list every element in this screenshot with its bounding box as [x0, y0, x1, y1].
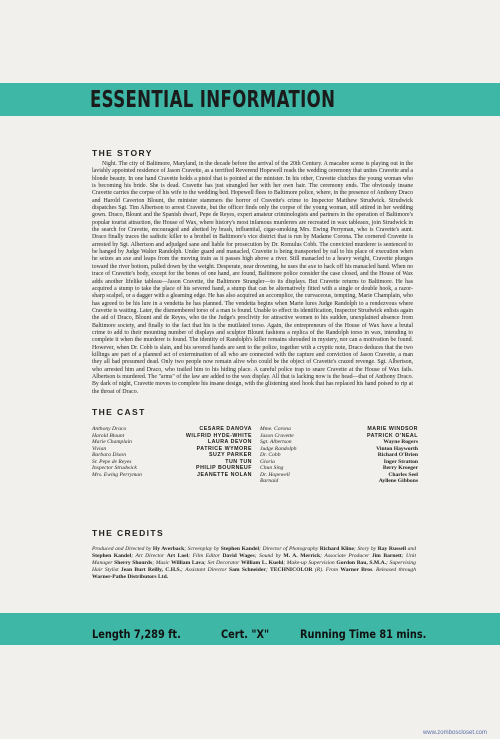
cast-actor: JEANETTE NOLAN	[197, 471, 252, 478]
credit-role: and	[406, 546, 416, 552]
credits-body	[92, 546, 416, 581]
cast-actor: Wayne Rogers	[383, 439, 418, 445]
cast-actor: TUN TUN	[225, 458, 252, 465]
story-heading: THE STORY	[92, 148, 153, 158]
credit-name: Hy Averback	[152, 546, 185, 552]
cast-role: Sr. Pepe de Reyes	[92, 458, 132, 465]
credit-role: ; Screenplay by	[184, 546, 221, 552]
cast-actor: PATRICE WYMORE	[196, 445, 252, 452]
credit-role: ; Make-up Supervision	[283, 560, 337, 566]
cast-role: Inspector Strudwick	[92, 465, 137, 471]
credit-name: Sherry Shourds	[114, 560, 153, 566]
credit-name: Sam Schneider	[228, 567, 266, 573]
credit-role: ; Director of Photography	[259, 546, 320, 552]
credit-role: ; Associate Producer	[320, 553, 372, 559]
credit-role: . Released through	[372, 567, 416, 573]
cast-role: Anthony Draco	[92, 426, 127, 432]
cast-role: Vivian	[92, 445, 107, 452]
credit-role: ; Supervising Hair Stylist	[92, 560, 416, 573]
cast-heading: THE CAST	[92, 407, 146, 417]
page-title: ESSENTIAL INFORMATION	[90, 87, 336, 113]
cast-actor: PHILIP BOURNEUF	[196, 465, 252, 471]
cast-role: Gloria	[260, 458, 275, 465]
running-time: Running Time 81 mins.	[300, 627, 427, 641]
cast-column-right	[260, 426, 418, 485]
cast-actor: SUZY PARKER	[209, 452, 252, 458]
credit-role: ;	[265, 567, 270, 573]
credit-name: TECHNICOLOR	[270, 567, 313, 573]
cast-actor: Charles Seel	[388, 471, 418, 478]
credit-name: Stephen Kandel	[92, 553, 132, 559]
credit-role: ; Sound by	[254, 553, 284, 559]
credit-role: ; Unit Manager	[92, 553, 416, 566]
credit-role: ; Story by	[354, 546, 378, 552]
credit-role: ; Music	[152, 560, 172, 566]
credit-name: M. A. Merrick	[283, 553, 321, 559]
cast-role: Dr. Hopewell	[260, 471, 290, 478]
credit-name: Gordon Bau, S.M.A.	[336, 560, 387, 566]
cast-row	[92, 472, 252, 479]
cast-row	[260, 478, 418, 485]
credit-role: ; Film Editor	[188, 553, 223, 559]
cast-role: Judge Randolph	[260, 445, 297, 452]
credit-name: Ray Russell	[377, 546, 407, 552]
cast-role: Marie Champlain	[92, 439, 132, 445]
cast-actor: PATRICK O'NEAL	[366, 432, 418, 439]
cast-actor: Richard O'Brien	[377, 452, 418, 458]
cast-role: Harold Blount	[92, 432, 125, 439]
story-body	[92, 161, 413, 396]
credit-name: Jean Burt Reilly, C.H.S.	[120, 567, 181, 573]
credit-name: Art Loel	[166, 553, 189, 559]
cast-actor: Inger Stratton	[383, 458, 418, 465]
cast-role: Chun Sing	[260, 465, 284, 471]
credit-name: Stephen Kandel	[220, 546, 259, 552]
watermark: www.zomboscloset.com	[422, 730, 487, 736]
credit-name: Warner-Pathe Distributors Ltd.	[92, 574, 169, 580]
credit-name: Warner Bros	[340, 567, 373, 573]
credit-role: ; Assistant Director	[181, 567, 229, 573]
credit-name: Richard Kline	[319, 546, 355, 552]
cast-role: Jason Cravette	[260, 432, 294, 439]
cast-role: Mrs. Ewing Perryman	[92, 471, 142, 478]
credits-heading: THE CREDITS	[92, 528, 165, 538]
cast-actor: LAURA DEVON	[207, 439, 252, 445]
cast-actor: WILFRID HYDE-WHITE	[185, 432, 252, 439]
credit-name: William L. Kuehl	[241, 560, 284, 566]
credit-role: ; Set Decorator	[204, 560, 242, 566]
cast-actor: Ayllene Gibbons	[378, 478, 418, 484]
credit-name: David Wages	[222, 553, 255, 559]
credit-role: ; Art Director	[131, 553, 167, 559]
cast-role: Barbara Dixon	[92, 452, 127, 458]
story-paragraph: Night. The city of Baltimore, Maryland, in the decade before the arrival of the 20th Century. A macabre scene is playing out in the lavishly appointed residence of Jason Cravette, as a terrified Reverend Hopewell reads the wedding ceremony that unites Cravette and a blonde beauty. In one hand Cravette holds a pistol that is pointed at the minister. In his other, Cravette clutches the young woman who is becoming his bride. She is dead. Cravette has just strangled her with her own hair. The ceremony ends. The obviously insane Cravette carries the corpse of his wife to the wedding bed. Hopewell flees to Baltimore police, where, in the presence of Anthony Draco and Harold Caverton Blount, the minister stammers the horror of Cravette's crime to Inspector Matthew Strudwick. Strudwick dispatches Sgt. Tim Albertson to arrest Cravette, but the officer finds only the corpse of the young woman, still attired in her wedding gown. Draco, Blount and the Spanish dwarf, Pepe de Reyes, expert amateur criminologists and partners in the operation of Baltimore's popular tourist attraction, the House of Wax, where history's most infamous murderers are recreated in wax tableaux, join Strudwick in the search for Cravette, encouraged and abetted by brash, influential, cigar-smoking Mrs. Ewing Perryman, who is Cravette's aunt. Draco finally traces the sadistic killer to a brothel in Baltimore's vice district that is run by Madame Corona. The cornered Cravette is arrested by Sgt. Albertson and adjudged sane and liable for prosecution by Dr. Romulus Cobb. The convicted murderer is sentenced to be hanged by Judge Walter Randolph. Under guard and manacled, Cravette is being transported by rail to his place of execution when he seizes an axe and leaps from the moving train as it passes high above a river. Still manacled to a heavy weight, Cravette plunges toward the river bottom, pulled down by the weight. Desperate, near drowning, he uses the axe to hack off his manacled hand. When no trace of Cravette's body, except for the bones of one hand, are found, Baltimore police consider the case closed, and the House of Wax adds another lifelike tableau—Jason Cravette, the Baltimore Strangler—to its displays. But Cravette returns to Baltimore. He has acquired a stump to take the place of his severed hand, a stump that can be alternatively fitted with a single or double hook, a razor-sharp scalpel, or a dagger with a gleaming edge. He has also acquired an accomplice, the curvaceous, tempting, Marie Champlain, who has agreed to be his lure in a vendetta he has planned. The vendetta begins when Marie lures Judge Randolph to a rendezvous where Cravette is waiting. Later, the dismembered torso of a man is found. Unable to effect its identification, Inspector Strudwick enlists again the aid of Draco, Blount and de Reyes, who tie the Judge's proclivity for attractive women to his sudden, unexplained absence from Baltimore society, and finally to the fact that his is the mutilated torso. Again, the entrepreneurs of the House of Wax have a brutal crime to add to their mounting number of displays and sculptor Blount fashions a replica of the Randolph torso in wax, intending to complete it when the murderer is found. The identity of Randolph's killer remains shrouded in mystery, nor can a motivation be found. However, when Dr. Cobb is slain, and his severed hands are sent to the police, together with a cryptic note, Draco deduces that the two killings are part of a planned act of extermination of all who are connected with the capture and conviction of Jason Cravette, a man they all had presumed dead. Only two people now remain alive who could be the object of Cravette's crazed revenge. Sgt. Albertson, who arrested him and Draco, who trailed him to his hiding place. A careful police trap to snare Cravette at the House of Wax fails. Albertson is murdered. The "arms" of the law are added to the wax display. All that is lacking now is the head—that of Anthony Draco. By dark of night, Cravette moves to complete his insane design, with the glistening steel hook that has replaced his hand poised to rip at the throat of Draco.	[92, 161, 413, 395]
cast-role: Mme. Corona	[260, 426, 291, 432]
credit-role: (R). From	[312, 567, 341, 573]
cast-actor: CESARE DANOVA	[199, 426, 252, 432]
film-length: Length 7,289 ft.	[92, 627, 181, 641]
certificate: Cert. "X"	[221, 627, 270, 641]
credit-role: Produced and Directed by	[92, 546, 153, 552]
credit-name: Jim Barnett	[371, 553, 402, 559]
cast-actor: MARIE WINDSOR	[367, 426, 418, 432]
cast-role: Sgt. Albertson	[260, 439, 292, 445]
credit-name: William Lava	[171, 560, 205, 566]
cast-role: Barnaid	[260, 478, 279, 484]
cast-actor: Berry Kroeger	[382, 465, 418, 471]
cast-actor: Vinton Hayworth	[376, 445, 418, 452]
cast-column-left	[92, 426, 252, 478]
cast-role: Dr. Cobb	[260, 452, 281, 458]
